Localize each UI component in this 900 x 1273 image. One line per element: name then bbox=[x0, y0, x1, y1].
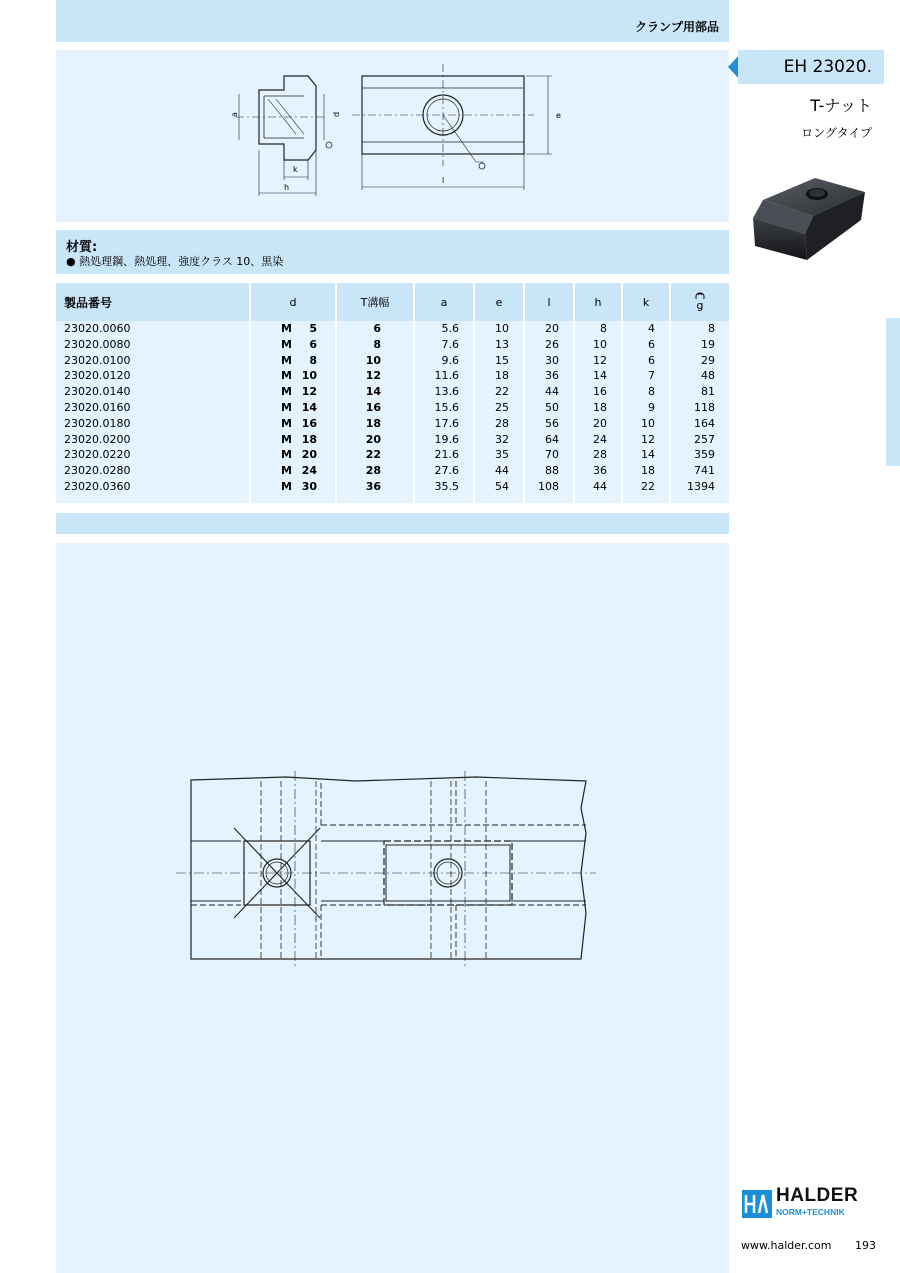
cell-slot: 6 bbox=[337, 321, 415, 337]
cell-a: 11.6 bbox=[415, 368, 475, 384]
cell-slot: 10 bbox=[337, 353, 415, 369]
cell-e: 54 bbox=[475, 479, 525, 495]
table-row bbox=[56, 479, 729, 495]
col-header-h: h bbox=[575, 283, 623, 321]
cell-code: 23020.0080 bbox=[56, 337, 251, 353]
label-d: d bbox=[332, 111, 341, 117]
cell-k: 8 bbox=[623, 384, 671, 400]
spacer-cell bbox=[337, 495, 415, 503]
cell-l: 108 bbox=[525, 479, 575, 495]
thread-prefix: M bbox=[281, 322, 292, 335]
application-drawing bbox=[56, 543, 729, 1273]
cell-a: 21.6 bbox=[415, 447, 475, 463]
cell-k: 4 bbox=[623, 321, 671, 337]
application-panel bbox=[56, 543, 729, 1273]
cell-a: 19.6 bbox=[415, 432, 475, 448]
spacer-cell bbox=[251, 495, 337, 503]
cell-l: 26 bbox=[525, 337, 575, 353]
cell-slot: 36 bbox=[337, 479, 415, 495]
thread-size: 5 bbox=[309, 322, 317, 335]
table-row bbox=[56, 353, 729, 369]
material-title: 材質: bbox=[66, 240, 98, 255]
cell-h: 28 bbox=[575, 447, 623, 463]
label-a: a bbox=[230, 112, 239, 117]
col-header-a: a bbox=[415, 283, 475, 321]
cell-e: 18 bbox=[475, 368, 525, 384]
cell-e: 32 bbox=[475, 432, 525, 448]
cell-code: 23020.0220 bbox=[56, 447, 251, 463]
spacer-cell bbox=[671, 495, 729, 503]
spacer-cell bbox=[575, 495, 623, 503]
brand-tagline: NORM+TECHNIK bbox=[776, 1207, 845, 1217]
table-row bbox=[56, 416, 729, 432]
table-row bbox=[56, 463, 729, 479]
cell-k: 10 bbox=[623, 416, 671, 432]
label-h: h bbox=[284, 183, 290, 192]
cell-k: 12 bbox=[623, 432, 671, 448]
cell-g: 741 bbox=[671, 463, 729, 479]
spacer-cell bbox=[415, 495, 475, 503]
cell-k: 6 bbox=[623, 353, 671, 369]
cell-l: 88 bbox=[525, 463, 575, 479]
product-table bbox=[56, 283, 729, 503]
header-band bbox=[56, 0, 729, 42]
cell-code: 23020.0100 bbox=[56, 353, 251, 369]
cell-l: 64 bbox=[525, 432, 575, 448]
cell-g: 81 bbox=[671, 384, 729, 400]
cell-d bbox=[251, 368, 337, 384]
cell-slot: 12 bbox=[337, 368, 415, 384]
cell-e: 10 bbox=[475, 321, 525, 337]
cell-l: 30 bbox=[525, 353, 575, 369]
cell-d bbox=[251, 447, 337, 463]
cell-a: 9.6 bbox=[415, 353, 475, 369]
marker-symbol-2 bbox=[479, 163, 485, 169]
cell-slot: 14 bbox=[337, 384, 415, 400]
leader-line bbox=[443, 115, 484, 162]
label-k: k bbox=[293, 165, 298, 174]
side-tab-bar bbox=[886, 318, 900, 466]
cell-code: 23020.0160 bbox=[56, 400, 251, 416]
table-row bbox=[56, 400, 729, 416]
weight-unit: g bbox=[696, 299, 704, 312]
cell-a: 27.6 bbox=[415, 463, 475, 479]
cell-h: 16 bbox=[575, 384, 623, 400]
table-outline bbox=[191, 777, 586, 959]
thread-prefix: M bbox=[281, 400, 292, 414]
cell-slot: 28 bbox=[337, 463, 415, 479]
side-view-outline bbox=[259, 76, 316, 160]
table-row bbox=[56, 432, 729, 448]
cell-code: 23020.0280 bbox=[56, 463, 251, 479]
spacer-cell bbox=[475, 495, 525, 503]
table-row bbox=[56, 447, 729, 463]
cell-e: 35 bbox=[475, 447, 525, 463]
cell-slot: 22 bbox=[337, 447, 415, 463]
thread-prefix: M bbox=[281, 432, 292, 446]
slot-outer-top bbox=[321, 781, 586, 825]
thread-size: 12 bbox=[301, 385, 317, 399]
cell-g: 164 bbox=[671, 416, 729, 432]
thread-size: 10 bbox=[301, 369, 317, 383]
cell-l: 20 bbox=[525, 321, 575, 337]
cell-d bbox=[251, 479, 337, 495]
product-name: T-ナット bbox=[810, 96, 872, 115]
material-description: 熱処理鋼、熱処理、強度クラス 10、黒染 bbox=[79, 255, 284, 268]
cell-g: 118 bbox=[671, 400, 729, 416]
thread-prefix: M bbox=[281, 369, 292, 383]
cell-d bbox=[251, 384, 337, 400]
table-header bbox=[56, 283, 729, 321]
thread-prefix: M bbox=[281, 416, 292, 430]
cell-k: 22 bbox=[623, 479, 671, 495]
cell-e: 25 bbox=[475, 400, 525, 416]
cell-h: 36 bbox=[575, 463, 623, 479]
cell-g: 8 bbox=[671, 321, 729, 337]
spacer-cell bbox=[623, 495, 671, 503]
technical-drawing bbox=[56, 50, 729, 222]
col-header-slot: T溝幅 bbox=[337, 283, 415, 321]
product-subtitle: ロングタイプ bbox=[801, 126, 872, 140]
col-header-weight bbox=[671, 283, 729, 321]
col-header-k: k bbox=[623, 283, 671, 321]
cell-h: 24 bbox=[575, 432, 623, 448]
thread-size: 20 bbox=[301, 448, 317, 462]
cell-g: 257 bbox=[671, 432, 729, 448]
cell-slot: 18 bbox=[337, 416, 415, 432]
thread-size: 6 bbox=[309, 337, 317, 351]
label-l: l bbox=[442, 176, 445, 185]
thread-size: 30 bbox=[301, 479, 317, 493]
table-spacer-row bbox=[56, 495, 729, 503]
cell-slot: 8 bbox=[337, 337, 415, 353]
cell-a: 5.6 bbox=[415, 321, 475, 337]
cell-a: 7.6 bbox=[415, 337, 475, 353]
cell-e: 13 bbox=[475, 337, 525, 353]
col-header-code: 製品番号 bbox=[56, 283, 251, 321]
cell-l: 56 bbox=[525, 416, 575, 432]
thread-hatch bbox=[268, 99, 304, 134]
cell-e: 15 bbox=[475, 353, 525, 369]
cell-code: 23020.0060 bbox=[56, 321, 251, 337]
cell-g: 48 bbox=[671, 368, 729, 384]
thread-prefix: M bbox=[281, 479, 292, 493]
cell-slot: 20 bbox=[337, 432, 415, 448]
cell-d bbox=[251, 321, 337, 337]
thread-size: 18 bbox=[301, 432, 317, 446]
cell-h: 10 bbox=[575, 337, 623, 353]
material-band bbox=[56, 230, 729, 274]
page-number: 193 bbox=[855, 1239, 876, 1252]
cell-l: 70 bbox=[525, 447, 575, 463]
cell-l: 44 bbox=[525, 384, 575, 400]
col-header-d: d bbox=[251, 283, 337, 321]
cell-d bbox=[251, 337, 337, 353]
cell-code: 23020.0140 bbox=[56, 384, 251, 400]
col-header-l: l bbox=[525, 283, 575, 321]
table-row bbox=[56, 321, 729, 337]
slot-outer-bottom bbox=[191, 905, 586, 959]
thread-size: 14 bbox=[301, 400, 317, 414]
cell-a: 15.6 bbox=[415, 400, 475, 416]
cell-d bbox=[251, 432, 337, 448]
material-text: ● 熱処理鋼、熱処理、強度クラス 10、黒染 bbox=[66, 255, 284, 268]
cell-l: 50 bbox=[525, 400, 575, 416]
cell-g: 1394 bbox=[671, 479, 729, 495]
product-code-tab bbox=[738, 50, 884, 84]
cell-g: 29 bbox=[671, 353, 729, 369]
cell-a: 13.6 bbox=[415, 384, 475, 400]
thread-size: 24 bbox=[301, 464, 317, 478]
label-e: e bbox=[556, 111, 561, 120]
thread-prefix: M bbox=[281, 337, 292, 351]
thread-prefix: M bbox=[281, 464, 292, 478]
cell-code: 23020.0200 bbox=[56, 432, 251, 448]
cell-k: 7 bbox=[623, 368, 671, 384]
col-header-e: e bbox=[475, 283, 525, 321]
brand-name: HALDER bbox=[776, 1185, 859, 1206]
cell-code: 23020.0180 bbox=[56, 416, 251, 432]
cell-l: 36 bbox=[525, 368, 575, 384]
cell-k: 6 bbox=[623, 337, 671, 353]
spacer-cell bbox=[525, 495, 575, 503]
cell-k: 18 bbox=[623, 463, 671, 479]
spacer-cell bbox=[56, 495, 251, 503]
cell-k: 14 bbox=[623, 447, 671, 463]
cell-a: 35.5 bbox=[415, 479, 475, 495]
cell-d bbox=[251, 353, 337, 369]
cell-code: 23020.0360 bbox=[56, 479, 251, 495]
cell-h: 20 bbox=[575, 416, 623, 432]
table-row bbox=[56, 368, 729, 384]
table-row bbox=[56, 384, 729, 400]
thread-prefix: M bbox=[281, 448, 292, 462]
cell-a: 17.6 bbox=[415, 416, 475, 432]
thread-size: 8 bbox=[309, 353, 317, 367]
cell-h: 12 bbox=[575, 353, 623, 369]
separator-band bbox=[56, 513, 729, 534]
cell-h: 14 bbox=[575, 368, 623, 384]
footer-url[interactable]: www.halder.com bbox=[741, 1239, 832, 1252]
thread-size: 16 bbox=[301, 416, 317, 430]
cell-h: 18 bbox=[575, 400, 623, 416]
product-code: EH 23020. bbox=[783, 57, 872, 77]
thread-prefix: M bbox=[281, 353, 292, 367]
cell-g: 359 bbox=[671, 447, 729, 463]
cell-e: 28 bbox=[475, 416, 525, 432]
marker-symbol bbox=[326, 142, 332, 148]
cell-h: 8 bbox=[575, 321, 623, 337]
cell-d bbox=[251, 416, 337, 432]
cell-k: 9 bbox=[623, 400, 671, 416]
drawing-panel bbox=[56, 50, 729, 222]
product-photo bbox=[745, 172, 875, 262]
cell-e: 22 bbox=[475, 384, 525, 400]
cell-d bbox=[251, 463, 337, 479]
cell-h: 44 bbox=[575, 479, 623, 495]
cell-d bbox=[251, 400, 337, 416]
cell-g: 19 bbox=[671, 337, 729, 353]
cell-code: 23020.0120 bbox=[56, 368, 251, 384]
table-row bbox=[56, 337, 729, 353]
thread-prefix: M bbox=[281, 385, 292, 399]
section-label: クランプ用部品 bbox=[634, 20, 719, 34]
cell-slot: 16 bbox=[337, 400, 415, 416]
cell-e: 44 bbox=[475, 463, 525, 479]
